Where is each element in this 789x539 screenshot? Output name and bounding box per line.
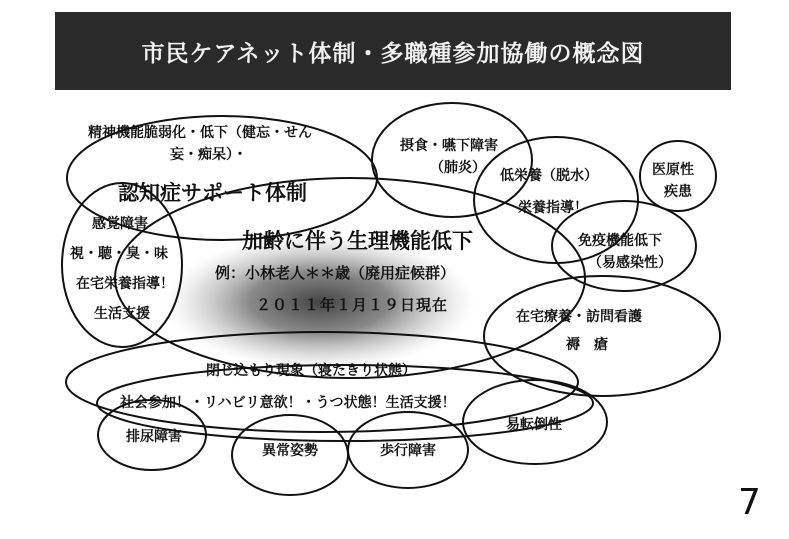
sensory-label-line4: 生活支援 [94,306,150,322]
iatrogenic-label-line2: 疾患 [664,184,692,200]
page-title: 市民ケアネット体制・多職種参加協働の概念図 [141,40,645,67]
date-label: ２０１１年１月１９日現在 [256,296,449,314]
immunity-label-line1: 免疫機能低下 [578,233,662,249]
withdrawal-label: 閉じ込もり現象（寝たきり状態） [206,363,416,379]
gait-label: 歩行障害 [380,443,436,459]
falls-label: 易転倒性 [506,417,562,433]
sensory-label-line1: 感覚障害 [92,216,148,232]
home-care-label-line1: 在宅療養・訪問看護 [516,309,642,325]
social-participation-label: 社会参加！・リハビリ意欲！・うつ状態！生活支援！ [120,395,456,411]
aging-label: 加齢に伴う生理機能低下 [242,229,473,253]
home-care-label-line2: 褥 瘡 [566,337,608,353]
nutrition-label-line1: 低栄養（脱水） [500,168,598,184]
page-number: 7 [738,482,761,523]
swallowing-label-line1: 摂食・嚥下障害 [400,138,498,154]
example-patient-label: 例：小林老人＊＊歳（廃用症候群） [215,264,456,282]
excretion-label: 排尿障害 [126,429,182,445]
immunity-label-line2: （易感染性） [588,255,672,271]
iatrogenic-label-line1: 医原性 [652,162,694,178]
sensory-label-line3: 在宅栄養指導！ [76,276,174,292]
nutrition-label-line2: 栄養指導！ [518,200,588,216]
mental-function-label-line2: 妄・痴呆）・ [170,147,247,163]
mental-function-label-line1: 精神機能脆弱化・低下（健忘・せん [88,125,312,141]
dementia-support-label: 認知症サポート体制 [118,181,307,205]
posture-label: 異常姿勢 [262,443,318,459]
sensory-label-line2: 視・聴・臭・味 [70,246,168,262]
swallowing-label-line2: （肺炎） [430,160,486,176]
